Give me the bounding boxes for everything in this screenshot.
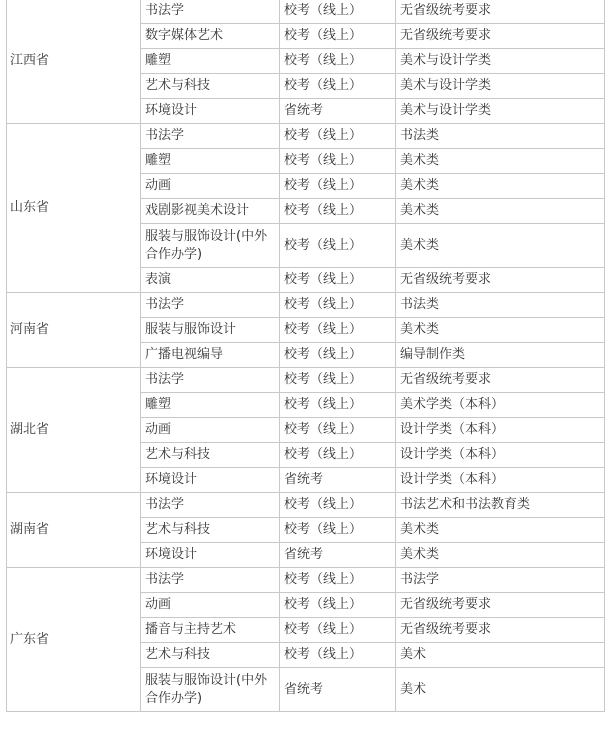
- major-cell: 服装与服饰设计: [141, 318, 280, 343]
- major-cell: 雕塑: [141, 149, 280, 174]
- category-cell: 美术类: [396, 174, 605, 199]
- category-cell: 书法类: [396, 293, 605, 318]
- category-cell: 美术与设计学类: [396, 74, 605, 99]
- major-cell: 书法学: [141, 293, 280, 318]
- province-cell: 河南省: [7, 293, 141, 368]
- major-cell: 广播电视编导: [141, 343, 280, 368]
- admissions-table-body: [7, 0, 605, 712]
- major-cell: 艺术与科技: [141, 74, 280, 99]
- category-cell: 美术与设计学类: [396, 99, 605, 124]
- major-cell: 环境设计: [141, 543, 280, 568]
- exam-type-cell: 校考（线上）: [280, 124, 396, 149]
- exam-type-cell: 校考（线上）: [280, 593, 396, 618]
- major-cell: 服装与服饰设计(中外合作办学): [141, 668, 280, 712]
- category-cell: 美术: [396, 643, 605, 668]
- table-row: [7, 368, 605, 393]
- category-cell: 无省级统考要求: [396, 593, 605, 618]
- admissions-table: [6, 0, 605, 712]
- category-cell: 设计学类（本科）: [396, 418, 605, 443]
- exam-type-cell: 校考（线上）: [280, 493, 396, 518]
- province-cell: 江西省: [7, 0, 141, 124]
- province-cell: 广东省: [7, 568, 141, 712]
- exam-type-cell: 校考（线上）: [280, 149, 396, 174]
- exam-type-cell: 校考（线上）: [280, 199, 396, 224]
- province-cell: 湖南省: [7, 493, 141, 568]
- major-cell: 数字媒体艺术: [141, 24, 280, 49]
- table-row: [7, 124, 605, 149]
- table-row: [7, 493, 605, 518]
- exam-type-cell: 省统考: [280, 543, 396, 568]
- exam-type-cell: 省统考: [280, 468, 396, 493]
- exam-type-cell: 校考（线上）: [280, 24, 396, 49]
- category-cell: 无省级统考要求: [396, 268, 605, 293]
- category-cell: 美术类: [396, 199, 605, 224]
- major-cell: 艺术与科技: [141, 643, 280, 668]
- category-cell: 编导制作类: [396, 343, 605, 368]
- category-cell: 无省级统考要求: [396, 0, 605, 24]
- major-cell: 动画: [141, 593, 280, 618]
- major-cell: 环境设计: [141, 99, 280, 124]
- exam-type-cell: 校考（线上）: [280, 443, 396, 468]
- category-cell: 书法艺术和书法教育类: [396, 493, 605, 518]
- category-cell: 美术类: [396, 149, 605, 174]
- table-row: [7, 0, 605, 24]
- table-row: [7, 293, 605, 318]
- category-cell: 美术: [396, 668, 605, 712]
- major-cell: 播音与主持艺术: [141, 618, 280, 643]
- category-cell: 书法学: [396, 568, 605, 593]
- province-cell: 湖北省: [7, 368, 141, 493]
- major-cell: 书法学: [141, 0, 280, 24]
- exam-type-cell: 校考（线上）: [280, 343, 396, 368]
- category-cell: 无省级统考要求: [396, 24, 605, 49]
- major-cell: 环境设计: [141, 468, 280, 493]
- major-cell: 书法学: [141, 368, 280, 393]
- major-cell: 艺术与科技: [141, 518, 280, 543]
- category-cell: 美术与设计学类: [396, 49, 605, 74]
- exam-type-cell: 校考（线上）: [280, 0, 396, 24]
- category-cell: 美术学类（本科）: [396, 393, 605, 418]
- exam-type-cell: 校考（线上）: [280, 293, 396, 318]
- exam-type-cell: 校考（线上）: [280, 49, 396, 74]
- exam-type-cell: 校考（线上）: [280, 224, 396, 268]
- major-cell: 表演: [141, 268, 280, 293]
- category-cell: 无省级统考要求: [396, 618, 605, 643]
- exam-type-cell: 校考（线上）: [280, 174, 396, 199]
- category-cell: 美术类: [396, 224, 605, 268]
- exam-type-cell: 校考（线上）: [280, 518, 396, 543]
- category-cell: 美术类: [396, 543, 605, 568]
- exam-type-cell: 校考（线上）: [280, 568, 396, 593]
- exam-type-cell: 省统考: [280, 99, 396, 124]
- province-cell: 山东省: [7, 124, 141, 293]
- category-cell: 美术类: [396, 318, 605, 343]
- category-cell: 设计学类（本科）: [396, 443, 605, 468]
- major-cell: 戏剧影视美术设计: [141, 199, 280, 224]
- exam-type-cell: 校考（线上）: [280, 418, 396, 443]
- category-cell: 设计学类（本科）: [396, 468, 605, 493]
- major-cell: 雕塑: [141, 393, 280, 418]
- exam-type-cell: 校考（线上）: [280, 618, 396, 643]
- major-cell: 动画: [141, 418, 280, 443]
- exam-type-cell: 校考（线上）: [280, 368, 396, 393]
- category-cell: 无省级统考要求: [396, 368, 605, 393]
- major-cell: 动画: [141, 174, 280, 199]
- major-cell: 书法学: [141, 568, 280, 593]
- major-cell: 书法学: [141, 124, 280, 149]
- exam-type-cell: 校考（线上）: [280, 318, 396, 343]
- table-row: [7, 568, 605, 593]
- exam-type-cell: 校考（线上）: [280, 393, 396, 418]
- exam-type-cell: 校考（线上）: [280, 74, 396, 99]
- exam-type-cell: 校考（线上）: [280, 643, 396, 668]
- major-cell: 雕塑: [141, 49, 280, 74]
- major-cell: 服装与服饰设计(中外合作办学): [141, 224, 280, 268]
- category-cell: 美术类: [396, 518, 605, 543]
- major-cell: 书法学: [141, 493, 280, 518]
- category-cell: 书法类: [396, 124, 605, 149]
- major-cell: 艺术与科技: [141, 443, 280, 468]
- exam-type-cell: 省统考: [280, 668, 396, 712]
- exam-type-cell: 校考（线上）: [280, 268, 396, 293]
